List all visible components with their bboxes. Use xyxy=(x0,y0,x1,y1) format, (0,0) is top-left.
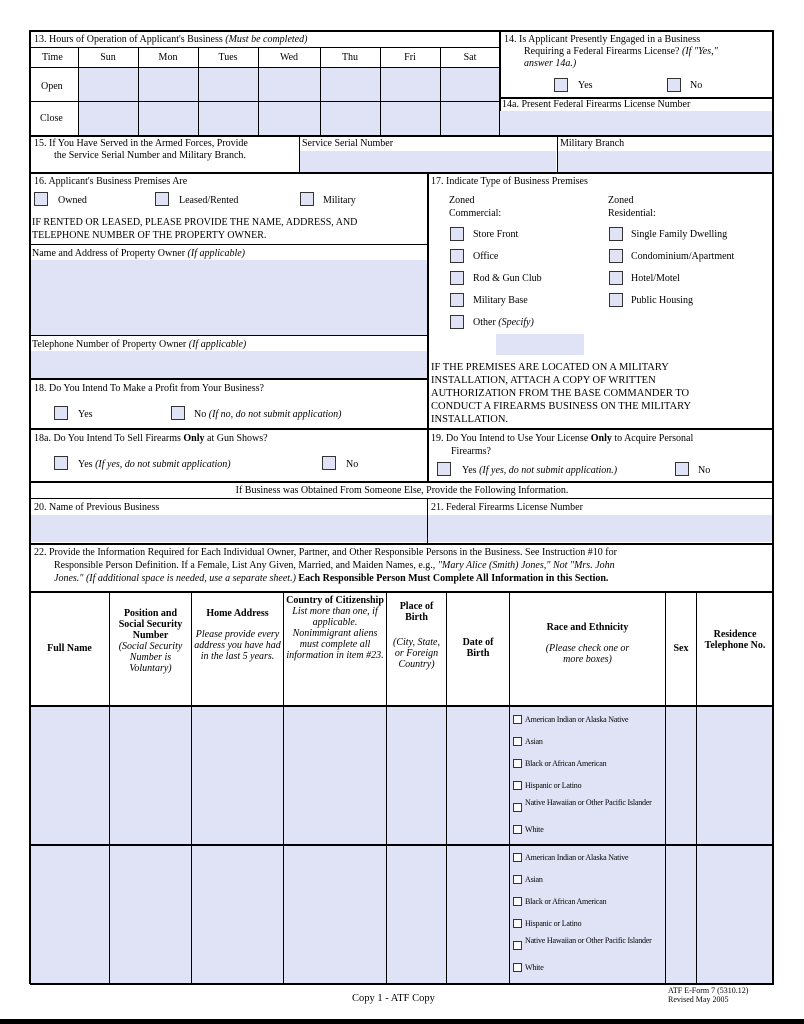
q16-owner-phone-label: Telephone Number of Property Owner (If applicable) xyxy=(32,339,247,350)
row1-phone-field[interactable] xyxy=(697,707,772,844)
row2-race-checkbox-pacific-islander[interactable] xyxy=(513,941,522,950)
q16-note-line1: IF RENTED OR LEASED, PLEASE PROVIDE THE NAME, ADDRESS, AND xyxy=(32,217,358,228)
col-header-home-address: Home Address Please provide every address you have had in the last 5 years. xyxy=(194,608,281,662)
col-header-race: Race and Ethnicity (Please check one or more boxes) xyxy=(545,622,630,665)
q18a-no-checkbox[interactable] xyxy=(322,456,336,470)
row1-race-label-black: Black or African American xyxy=(525,759,607,768)
property-owner-name-address-field[interactable] xyxy=(31,260,427,335)
hours-open-sun[interactable] xyxy=(79,68,138,101)
q14a-label: 14a. Present Federal Firearms License Number xyxy=(502,99,691,110)
row1-race-checkbox-american-indian[interactable] xyxy=(513,715,522,724)
hours-close-fri[interactable] xyxy=(381,102,440,135)
q13-day-tues: Tues xyxy=(218,52,238,63)
q13-col-rule xyxy=(440,47,441,135)
hours-open-sat[interactable] xyxy=(441,68,500,101)
hours-open-tues[interactable] xyxy=(199,68,258,101)
row2-race-label-white: White xyxy=(525,963,544,972)
q17-rod-gun-club-checkbox[interactable] xyxy=(450,271,464,285)
q17-residential-heading-2: Residential: xyxy=(608,208,656,219)
q16-leased-checkbox[interactable] xyxy=(155,192,169,206)
col-header-country: Country of Citizenship List more than one, if applicable. Nonimmigrant aliens must complete all information in item #23. xyxy=(286,595,384,661)
col-header-residence-phone: Residence Telephone No. xyxy=(704,629,766,651)
row1-race-label-white: White xyxy=(525,825,544,834)
q19-yes-label: Yes (If yes, do not submit application.) xyxy=(462,465,618,476)
row2-race-checkbox-white[interactable] xyxy=(513,963,522,972)
q17-public-housing-label: Public Housing xyxy=(631,295,693,306)
q18a-yes-checkbox[interactable] xyxy=(54,456,68,470)
row1-race-checkbox-asian[interactable] xyxy=(513,737,522,746)
hours-close-tues[interactable] xyxy=(199,102,258,135)
row2-country-field[interactable] xyxy=(284,846,386,983)
hours-open-thu[interactable] xyxy=(321,68,380,101)
q16-note-line2: TELEPHONE NUMBER OF THE PROPERTY OWNER. xyxy=(32,230,267,241)
q17-military-base-label: Military Base xyxy=(473,295,528,306)
q16-owned-checkbox[interactable] xyxy=(34,192,48,206)
q16-military-label: Military xyxy=(323,195,356,206)
q21-label: 21. Federal Firearms License Number xyxy=(431,502,583,513)
q17-public-housing-checkbox[interactable] xyxy=(609,293,623,307)
q13-col-rule xyxy=(258,47,259,135)
q17-military-note-line4: CONDUCT A FIREARMS BUSINESS ON THE MILITARY xyxy=(431,401,692,412)
q17-other-specify-field[interactable] xyxy=(496,334,584,355)
hours-close-thu[interactable] xyxy=(321,102,380,135)
q18-yes-label: Yes xyxy=(78,409,93,420)
section-rule xyxy=(30,543,774,545)
q14-line1: 14. Is Applicant Presently Engaged in a Business xyxy=(504,34,701,45)
q20-label: 20. Name of Previous Business xyxy=(34,502,160,513)
q14-line3: answer 14a.) xyxy=(524,58,577,69)
q13-time-label: Time xyxy=(42,52,63,63)
row1-race-checkbox-black[interactable] xyxy=(513,759,522,768)
row2-race-label-black: Black or African American xyxy=(525,897,607,906)
q15-line1: 15. If You Have Served in the Armed Forces, Provide xyxy=(34,138,248,149)
row1-race-area xyxy=(510,707,665,844)
property-owner-phone-field[interactable] xyxy=(31,351,427,378)
col-header-position: Position and Social Security Number (Social Security Number is Voluntary) xyxy=(118,608,183,674)
q17-military-base-checkbox[interactable] xyxy=(450,293,464,307)
q16-owned-label: Owned xyxy=(58,195,87,206)
q19-no-label: No xyxy=(698,465,711,476)
q17-rod-gun-club-label: Rod & Gun Club xyxy=(473,273,542,284)
table-top-rule xyxy=(30,591,774,593)
q22-line3: Jones." (If additional space is needed, use a separate sheet.) Each Responsible Person Must Complete All Information in this Section. xyxy=(54,573,609,584)
q16-title: 16. Applicant's Business Premises Are xyxy=(34,176,188,187)
q17-title: 17. Indicate Type of Business Premises xyxy=(431,176,588,187)
col-header-full-name: Full Name xyxy=(47,643,92,654)
row1-sex-field[interactable] xyxy=(666,707,696,844)
q18a-yes-label: Yes (If yes, do not submit application) xyxy=(78,459,231,470)
row1-date-of-birth-field[interactable] xyxy=(447,707,509,844)
q18-yes-checkbox[interactable] xyxy=(54,406,68,420)
q17-condominium-checkbox[interactable] xyxy=(609,249,623,263)
row1-race-label-pacific-islander: Native Hawaiian or Other Pacific Islander xyxy=(525,798,652,807)
q16-owner-name-label: Name and Address of Property Owner (If applicable) xyxy=(32,248,246,259)
q18-top-rule xyxy=(30,378,428,380)
hours-close-mon[interactable] xyxy=(139,102,198,135)
footer-copy-label: Copy 1 - ATF Copy xyxy=(352,993,435,1004)
footer-form-number: ATF E-Form 7 (5310.12) xyxy=(668,986,749,995)
row2-phone-field[interactable] xyxy=(697,846,772,983)
q15-branch-field[interactable] xyxy=(558,151,772,172)
q17-commercial-heading-1: Zoned xyxy=(449,195,475,206)
q16-leased-label: Leased/Rented xyxy=(179,195,239,206)
q14-no-checkbox[interactable] xyxy=(667,78,681,92)
q13-day-fri: Fri xyxy=(404,52,416,63)
q17-residential-heading-1: Zoned xyxy=(608,195,634,206)
q13-close-label: Close xyxy=(40,113,63,124)
row2-race-label-asian: Asian xyxy=(525,875,543,884)
row1-place-of-birth-field[interactable] xyxy=(387,707,446,844)
q15-line2: the Service Serial Number and Military Branch. xyxy=(54,150,246,161)
row1-race-label-asian: Asian xyxy=(525,737,543,746)
q17-military-note-line3: AUTHORIZATION FROM THE BASE COMMANDER TO xyxy=(431,388,690,399)
q17-condominium-label: Condominium/Apartment xyxy=(631,251,735,262)
hours-open-mon[interactable] xyxy=(139,68,198,101)
q13-day-mon: Mon xyxy=(158,52,178,63)
row1-race-label-american-indian: American Indian or Alaska Native xyxy=(525,715,629,724)
row1-home-address-field[interactable] xyxy=(192,707,283,844)
q19-line2: Firearms? xyxy=(451,446,491,457)
previous-business-header: If Business was Obtained From Someone Else, Provide the Following Information. xyxy=(235,485,569,496)
row2-race-checkbox-american-indian[interactable] xyxy=(513,853,522,862)
row2-full-name-field[interactable] xyxy=(31,846,109,983)
section-rule xyxy=(30,172,774,174)
q17-office-label: Office xyxy=(473,251,499,262)
q17-military-note-line1: IF THE PREMISES ARE LOCATED ON A MILITARY xyxy=(431,362,669,373)
row2-race-checkbox-asian[interactable] xyxy=(513,875,522,884)
q13-title: 13. Hours of Operation of Applicant's Business (Must be completed) xyxy=(34,34,308,45)
q18a-title: 18a. Do You Intend To Sell Firearms Only at Gun Shows? xyxy=(34,433,268,444)
row2-sex-field[interactable] xyxy=(666,846,696,983)
q16-rule xyxy=(30,335,428,336)
footer-revised-date: Revised May 2005 xyxy=(668,995,729,1004)
q13-col-rule xyxy=(78,47,79,135)
q17-hotel-motel-checkbox[interactable] xyxy=(609,271,623,285)
q13-rule xyxy=(30,47,500,48)
row2-position-ssn-field[interactable] xyxy=(110,846,191,983)
hours-close-wed[interactable] xyxy=(259,102,320,135)
q15-serial-field[interactable] xyxy=(300,151,556,172)
row1-race-checkbox-white[interactable] xyxy=(513,825,522,834)
q14-line2: Requiring a Federal Firearms License? (If "Yes," xyxy=(524,46,718,57)
hours-open-fri[interactable] xyxy=(381,68,440,101)
q14-yes-checkbox[interactable] xyxy=(554,78,568,92)
q17-commercial-heading-2: Commercial: xyxy=(449,208,502,219)
row2-race-label-pacific-islander: Native Hawaiian or Other Pacific Islander xyxy=(525,936,652,945)
q16-military-checkbox[interactable] xyxy=(300,192,314,206)
q17-hotel-motel-label: Hotel/Motel xyxy=(631,273,680,284)
q17-office-checkbox[interactable] xyxy=(450,249,464,263)
row1-race-checkbox-hispanic[interactable] xyxy=(513,781,522,790)
q17-other-checkbox[interactable] xyxy=(450,315,464,329)
row1-position-ssn-field[interactable] xyxy=(110,707,191,844)
q18-no-checkbox[interactable] xyxy=(171,406,185,420)
q19-line1: 19. Do You Intend to Use Your License Only to Acquire Personal xyxy=(431,433,694,444)
q13-day-wed: Wed xyxy=(279,52,299,63)
section-rule xyxy=(30,428,774,430)
q17-store-front-label: Store Front xyxy=(473,229,519,240)
row2-race-checkbox-black[interactable] xyxy=(513,897,522,906)
row1-country-field[interactable] xyxy=(284,707,386,844)
col-header-date-of-birth: Date of Birth xyxy=(462,637,494,659)
row1-race-checkbox-pacific-islander[interactable] xyxy=(513,803,522,812)
row1-race-label-hispanic: Hispanic or Latino xyxy=(525,781,582,790)
row2-home-address-field[interactable] xyxy=(192,846,283,983)
q14a-license-field[interactable] xyxy=(500,111,772,135)
q17-military-note-line5: INSTALLATION. xyxy=(431,414,509,425)
row2-race-checkbox-hispanic[interactable] xyxy=(513,919,522,928)
q17-single-family-label: Single Family Dwelling xyxy=(631,229,728,240)
section-rule xyxy=(30,135,774,137)
q18-title: 18. Do You Intend To Make a Profit from Your Business? xyxy=(34,383,264,394)
col-header-sex: Sex xyxy=(673,643,689,654)
q17-single-family-checkbox[interactable] xyxy=(609,227,623,241)
q13-col-rule xyxy=(138,47,139,135)
q14-no-label: No xyxy=(690,80,703,91)
q15-branch-label: Military Branch xyxy=(560,138,625,149)
col-header-place-of-birth: Place of Birth (City, State, or Foreign Country) xyxy=(393,601,440,670)
q13-open-label: Open xyxy=(41,81,63,92)
section-rule xyxy=(30,481,774,483)
q13-day-sat: Sat xyxy=(463,52,477,63)
q13-col-rule xyxy=(198,47,199,135)
q19-no-checkbox[interactable] xyxy=(675,462,689,476)
hours-close-sun[interactable] xyxy=(79,102,138,135)
q21-license-number-field[interactable] xyxy=(428,515,772,542)
page-bottom-bar xyxy=(0,1019,804,1024)
q17-other-label: Other (Specify) xyxy=(473,317,534,328)
q19-yes-checkbox[interactable] xyxy=(437,462,451,476)
hours-close-sat[interactable] xyxy=(441,102,500,135)
q14-yes-label: Yes xyxy=(578,80,593,91)
hours-open-wed[interactable] xyxy=(259,68,320,101)
top-border xyxy=(30,30,774,32)
row2-race-label-hispanic: Hispanic or Latino xyxy=(525,919,582,928)
row2-race-label-american-indian: American Indian or Alaska Native xyxy=(525,853,629,862)
q22-line1: 22. Provide the Information Required for Each Individual Owner, Partner, and Other Responsible Persons in the Business. See Instruction #10 for xyxy=(34,547,617,558)
q22-line2: Responsible Person Definition. If a Female, List Any Given, Married, and Maiden Names, e.g., "Mary Alice (Smith) Jones," Not "Mrs. John xyxy=(54,560,615,571)
column-divider xyxy=(427,172,429,481)
section-rule xyxy=(30,498,774,499)
q18a-no-label: No xyxy=(346,459,359,470)
q20-previous-business-field[interactable] xyxy=(31,515,427,542)
q17-store-front-checkbox[interactable] xyxy=(450,227,464,241)
q13-day-sun: Sun xyxy=(100,52,116,63)
table-bottom-rule xyxy=(30,983,774,985)
q13-col-rule xyxy=(320,47,321,135)
q16-rule xyxy=(30,244,428,245)
row2-date-of-birth-field[interactable] xyxy=(447,846,509,983)
row2-place-of-birth-field[interactable] xyxy=(387,846,446,983)
q15-serial-label: Service Serial Number xyxy=(302,138,394,149)
q17-military-note-line2: INSTALLATION, ATTACH A COPY OF WRITTEN xyxy=(431,375,656,386)
q13-col-rule xyxy=(380,47,381,135)
row1-full-name-field[interactable] xyxy=(31,707,109,844)
q18-no-label: No (If no, do not submit application) xyxy=(194,409,342,420)
q13-day-thu: Thu xyxy=(341,52,359,63)
